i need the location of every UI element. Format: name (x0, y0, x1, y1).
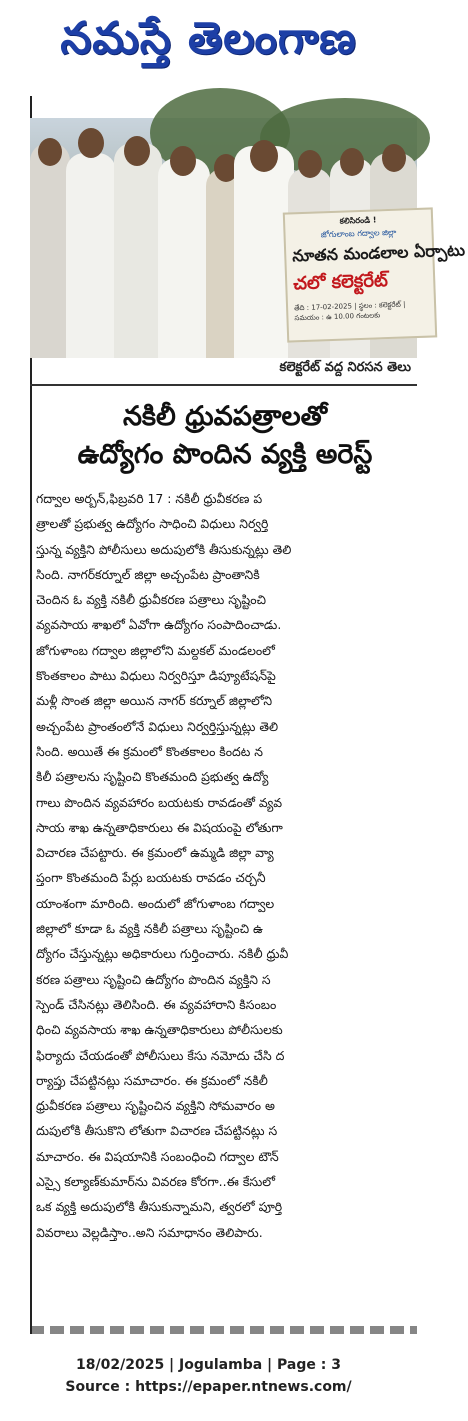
article-line: వ్యవసాయ శాఖలో ఏవోగా ఉద్యోగం సంపాదించాడు. (36, 617, 282, 633)
article-line: సింది. అయితే ఈ క్రమంలో కొంతకాలం కిందట న (36, 743, 264, 759)
person-head (38, 138, 62, 166)
banner-details-text: తేది : 17-02-2025 | స్థలం : కలెక్టరేట్ | సమయం : ఉ 10.00 గంటలకు (293, 300, 406, 323)
article-headline (40, 398, 410, 474)
article-line: ధ్రువీకరణ పత్రాలు సృష్టించిన వ్యక్తిని సోమవారం అ (36, 1098, 275, 1114)
article-line: ఫిర్యాదు చేయడంతో పోలీసులు కేసు నమోదు చేసి ద (36, 1047, 285, 1063)
person-head (382, 144, 406, 172)
article-body (36, 486, 412, 1245)
banner-district-text: జోగులాంబ గద్వాల జిల్లా (320, 227, 397, 240)
news-photo (30, 118, 466, 358)
banner-top-text: కలిసిరండి ! (339, 215, 377, 226)
article-line: గాలు పొందిన వ్యవహారం బయటకు రావడంతో వ్యవ (36, 794, 283, 810)
article-line: అచ్చంపేట ప్రాంతంలోనే విధులు నిర్వర్తిస్తున్నట్లు తెలి (36, 718, 279, 734)
headline-line-1: నకిలీ ధ్రువపత్రాలతో (122, 401, 328, 432)
divider (30, 384, 417, 386)
article-line: వివరాలు వెల్లడిస్తాం..అని సమాధానం తెలిపారు. (36, 1224, 263, 1240)
person-head (78, 128, 104, 158)
article-line: సింది. నాగర్‌కర్నూల్ జిల్లా అచ్చంపేట ప్రాంతానికి (36, 566, 260, 582)
cut-off-next-headline (30, 1326, 417, 1334)
person-figure (30, 143, 70, 358)
banner-slogan-text: చలో కలెక్టరేట్ (292, 270, 389, 295)
person-head (298, 150, 322, 178)
article-line: ధించి వ్యవసాయ శాఖ ఉన్నతాధికారులు పోలీసులకు (36, 1022, 283, 1038)
article-line: యాంశంగా మారింది. అందులో జోగుళాంబ గద్వాల (36, 895, 275, 911)
article-line: ర్యాప్తు చేపట్టినట్లు సమాచారం. ఈ క్రమంలో నకిలీ (36, 1072, 268, 1088)
protest-banner (283, 207, 466, 342)
person-figure (66, 153, 116, 358)
person-head (340, 148, 364, 176)
article-line: మాచారం. ఈ విషయానికి సంబంధించి గద్వాల టౌన్ (36, 1148, 279, 1164)
article-line: మళ్లీ సొంత జిల్లా అయిన నాగర్ కర్నూల్ జిల్లాలోని (36, 693, 273, 709)
article-line: గద్వాల అర్బన్,ఫిబ్రవరి 17 : నకిలీ ధ్రువీకరణ ప (36, 491, 263, 506)
person-head (170, 146, 196, 176)
article-line: ప్తంగా కొంతమంది పేర్లు బయటకు రావడం చర్చనీ (36, 870, 266, 886)
banner-main-text: నూతన మండలాల ఏర్పాటు (291, 240, 466, 266)
article-line: స్పెండ్ చేసినట్లు తెలిసింది. ఈ వ్యవహారాని కిసంబం (36, 996, 277, 1012)
page-footer (0, 1354, 417, 1398)
article-line: దుపులోకి తీసుకొని లోతుగా విచారణ చేపట్టినట్లు స (36, 1123, 278, 1139)
article-line: కొంతకాలం పాటు విధులు నిర్వరిస్తూ డిప్యూటేషన్‌పై (36, 668, 276, 684)
newspaper-masthead (0, 0, 417, 88)
article-line: ఒక వ్యక్తి అదుపులోకి తీసుకున్నామని, త్వరలో పూర్తి (36, 1199, 283, 1215)
article-line: కరణ పత్రాలు సృష్టించి ఉద్యోగం పొందిన వ్యక్తిని స (36, 971, 271, 987)
article-line: కిలీ పత్రాలను సృష్టించి కొంతమంది ప్రభుత్వ ఉద్యో (36, 769, 269, 785)
person-head (124, 136, 150, 166)
article-line: ఎస్సై కల్యాణ్‌కుమార్‌ను వివరణ కోరగా..ఈ కేసులో (36, 1174, 276, 1190)
article-line: సాయ శాఖ ఉన్నతాధికారులు ఈ విషయంపై లోతుగా (36, 819, 283, 835)
article-line: చెందిన ఓ వ్యక్తి నకిలీ ధ్రువీకరణ పత్రాలు సృష్టించి (36, 592, 266, 608)
article-line: విచారణ చేపట్టారు. ఈ క్రమంలో ఉమ్మడి జిల్లా వ్యా (36, 845, 274, 861)
article-line: జిల్లాలో కూడా ఓ వ్యక్తి నకిలీ పత్రాలు సృష్టించి ఉ (36, 921, 263, 937)
article-line: స్తున్న వ్యక్తిని పోలీసులు అదుపులోకి తీసుకున్నట్లు తెలి (36, 541, 292, 557)
masthead-title: నమస్తే తెలంగాణ (60, 13, 357, 64)
footer-date-line: 18/02/2025 | Jogulamba | Page : 3 (76, 1357, 341, 1373)
person-figure (114, 143, 162, 358)
article-line: జోగుళాంబ గద్వాల జిల్లాలోని మల్దకల్ మండలంలో (36, 642, 275, 658)
article-line: ద్యోగం చేస్తున్నట్లు అధికారులు గుర్తించారు. నకిలీ ధ్రువీ (36, 946, 289, 962)
article-line: త్రాలతో ప్రభుత్వ ఉద్యోగం సాధించి విధులు నిర్వర్తి (36, 516, 269, 532)
headline-line-2: ఉద్యోగం పొందిన వ్యక్తి అరెస్ట్ (77, 439, 373, 470)
footer-source-line: Source : https://epaper.ntnews.com/ (65, 1379, 352, 1395)
person-figure (158, 158, 210, 358)
photo-caption: కలెక్టరేట్ వద్ద నిరసన తెలు (279, 360, 411, 375)
person-head (250, 140, 278, 172)
